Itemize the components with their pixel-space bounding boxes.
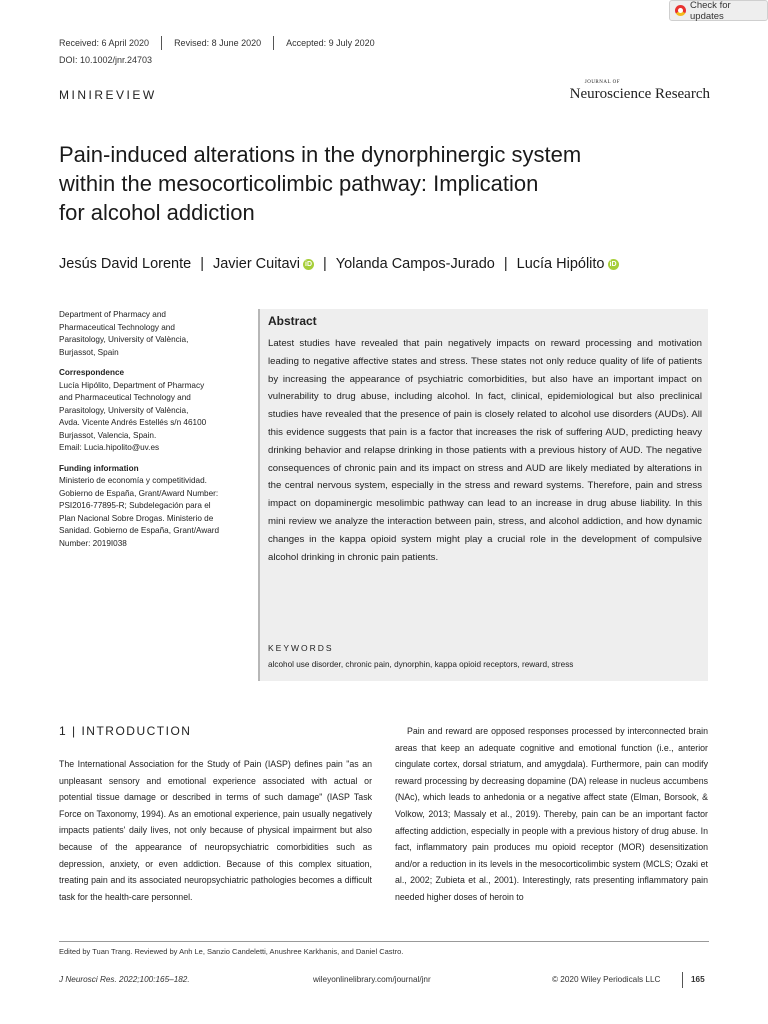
affiliation-line: Burjassot, Spain xyxy=(59,347,119,357)
affiliation-line: Parasitology, University of València, xyxy=(59,335,189,344)
check-for-updates-label: Check for updates xyxy=(690,0,731,22)
affiliation-line: Department of Pharmacy and xyxy=(59,310,166,319)
footer-divider xyxy=(59,941,709,942)
correspondence-line: Burjassot, Valencia, Spain. xyxy=(59,430,157,440)
abstract-box xyxy=(258,309,708,681)
body-column-right xyxy=(395,723,708,906)
orcid-icon[interactable]: iD xyxy=(305,260,312,268)
journal-logo xyxy=(570,80,710,102)
article-info-column xyxy=(59,309,245,550)
keywords-list: alcohol use disorder, chronic pain, dynorphin, kappa opioid receptors, reward, stress xyxy=(268,660,574,669)
author-name[interactable]: Javier Cuitavi xyxy=(212,256,300,272)
author-list xyxy=(59,256,709,272)
funding-line: Plan Nacional Sobre Drogas. Ministerio de xyxy=(59,513,214,523)
article-type: MINIREVIEW xyxy=(59,88,157,102)
correspondence-heading: Correspondence xyxy=(59,368,125,377)
journal-url[interactable]: wileyonlinelibrary.com/journal/jnr xyxy=(313,975,431,984)
orcid-icon[interactable]: iD xyxy=(609,260,617,268)
body-column-left: The International Association for the Study of Pain (IASP) defines pain "as an unpleasant sensory and emotional experience associated with actual or potential tissue damage or described in terms of such damage" (IASP Task Force on Taxonomy, 1994). As an emotional experience, pain usually negatively impacts patients' daily lives, not only because of physical impairment but also because of the appearance of neuropsychiatric comorbidities such as depression, anxiety, or even addiction. Because of this complex situation, treating pain and its associated neuropsychiatric pathologies becomes a difficult task for the health-care personnel. xyxy=(59,759,372,902)
title-line: Pain-induced alterations in the dynorphinergic system xyxy=(59,142,582,167)
author-name[interactable]: Yolanda Campos-Jurado xyxy=(335,256,495,272)
correspondence-line: Lucía Hipólito, Department of Pharmacy xyxy=(59,380,205,390)
author-name[interactable]: Lucía Hipólito xyxy=(516,256,605,272)
check-for-updates-button[interactable] xyxy=(669,0,768,21)
funding-line: Gobierno de España, Grant/Award Number: xyxy=(59,488,219,498)
affiliation xyxy=(59,309,245,359)
title-line: for alcohol addiction xyxy=(59,200,255,225)
correspondence-email[interactable]: Email: Lucia.hipolito@uv.es xyxy=(59,443,160,452)
doi[interactable]: DOI: 10.1002/jnr.24703 xyxy=(59,55,153,65)
funding-heading: Funding information xyxy=(59,463,139,473)
citation: J Neurosci Res. 2022;100:165–182. xyxy=(59,975,190,984)
funding-line: PSI2016-77895-R; Subdelegación para el xyxy=(59,501,211,510)
title-line: within the mesocorticolimbic pathway: Implication xyxy=(59,171,539,196)
journal-logo-name: Neuroscience Research xyxy=(569,86,710,102)
correspondence-line: Avda. Vicente Andrés Estellés s/n 46100 xyxy=(59,418,207,427)
editor-note: Edited by Tuan Trang. Reviewed by Anh Le, Sanzio Candeletti, Anushree Karkhanis, and Daniel Castro. xyxy=(59,947,404,956)
affiliation-line: Pharmaceutical Technology and xyxy=(59,322,175,332)
history-dates xyxy=(59,36,387,50)
accepted-date: Accepted: 9 July 2020 xyxy=(286,38,375,48)
author-separator: | xyxy=(200,256,204,272)
footer-separator xyxy=(682,972,683,988)
crossmark-icon xyxy=(675,5,686,16)
abstract-heading: Abstract xyxy=(268,314,317,328)
author-separator: | xyxy=(323,256,327,272)
funding-line: Ministerio de economía y competitividad. xyxy=(59,476,207,485)
author-name[interactable]: Jesús David Lorente xyxy=(59,256,192,272)
keywords-heading: KEYWORDS xyxy=(268,643,334,653)
funding xyxy=(59,475,245,550)
body-column-right-text: Pain and reward are opposed responses processed by interconnected brain areas that keep an adequate cognitive and emotional function (i.e., anterior cingulate cortex, dorsal striatum, and amygdala). Furthermore, pain can modify reward processing by decreasing dopamine (DA) release in nucleus accumbens (NAc), which leads to anhedonia or a negative affect state (Elman, Borsook, & Volkow, 2013; Massaly et al., 2019). Thereby, pain can be an important factor affecting addiction, especially in people with a previous history of drug abuse. In fact, inflammatory pain produces mu opioid receptor (MOR) desensitization and/or a reduction in its levels in the mesocorticolimbic system (MCLS; Ozaki et al., 2002; Zubieta et al., 2001). Interestingly, rats presenting inflammatory pain needed higher doses of heroin to xyxy=(395,726,708,902)
copyright: © 2020 Wiley Periodicals LLC xyxy=(552,975,661,984)
correspondence-line: Parasitology, University of València, xyxy=(59,405,189,415)
correspondence-line: and Pharmaceutical Technology and xyxy=(59,393,191,402)
article-title xyxy=(59,140,659,227)
correspondence xyxy=(59,380,245,455)
author-separator: | xyxy=(503,256,508,272)
page-number: 165 xyxy=(691,975,705,984)
funding-line: Number: 2019I038 xyxy=(59,538,127,548)
journal-logo-small: JOURNAL OF xyxy=(584,80,620,85)
section-heading-introduction: 1 | INTRODUCTION xyxy=(59,724,192,738)
received-date: Received: 6 April 2020 xyxy=(59,36,162,50)
revised-date: Revised: 8 June 2020 xyxy=(162,36,274,50)
funding-line: Sanidad. Gobierno de España, Grant/Award xyxy=(59,526,220,535)
abstract-text: Latest studies have revealed that pain negatively impacts on reward processing and motivation leading to negative affective states and stress. These states not only reduce quality of life of patients by increasing the appearance of psychiatric comorbidities, but also have an important impact on vulnerability to drug abuse, including alcohol. In fact, clinical, epidemiological but also preclinical studies have revealed that the presence of pain is closely related to alcohol use disorders (AUDs). All this evidence suggests that pain is a factor that increases the risk of suffering AUD, predicting heavy drinking behavior and relapse drinking in those patients with a previous history of AUD. The negative consequences of chronic pain and its impact on stress and AUD are likely mediated by alterations in the central nervous system, especially in the stress and reward systems. Therefore, pain and stress impact on dopaminergic mesolimbic pathway can lead to an increase in drug abuse liability. In this mini review we analyze the interaction between pain, stress, and alcohol addiction, and how dynamic changes in the kappa opioid system might play a crucial role in the development of compulsive alcohol drinking in chronic pain patients. xyxy=(268,338,702,563)
